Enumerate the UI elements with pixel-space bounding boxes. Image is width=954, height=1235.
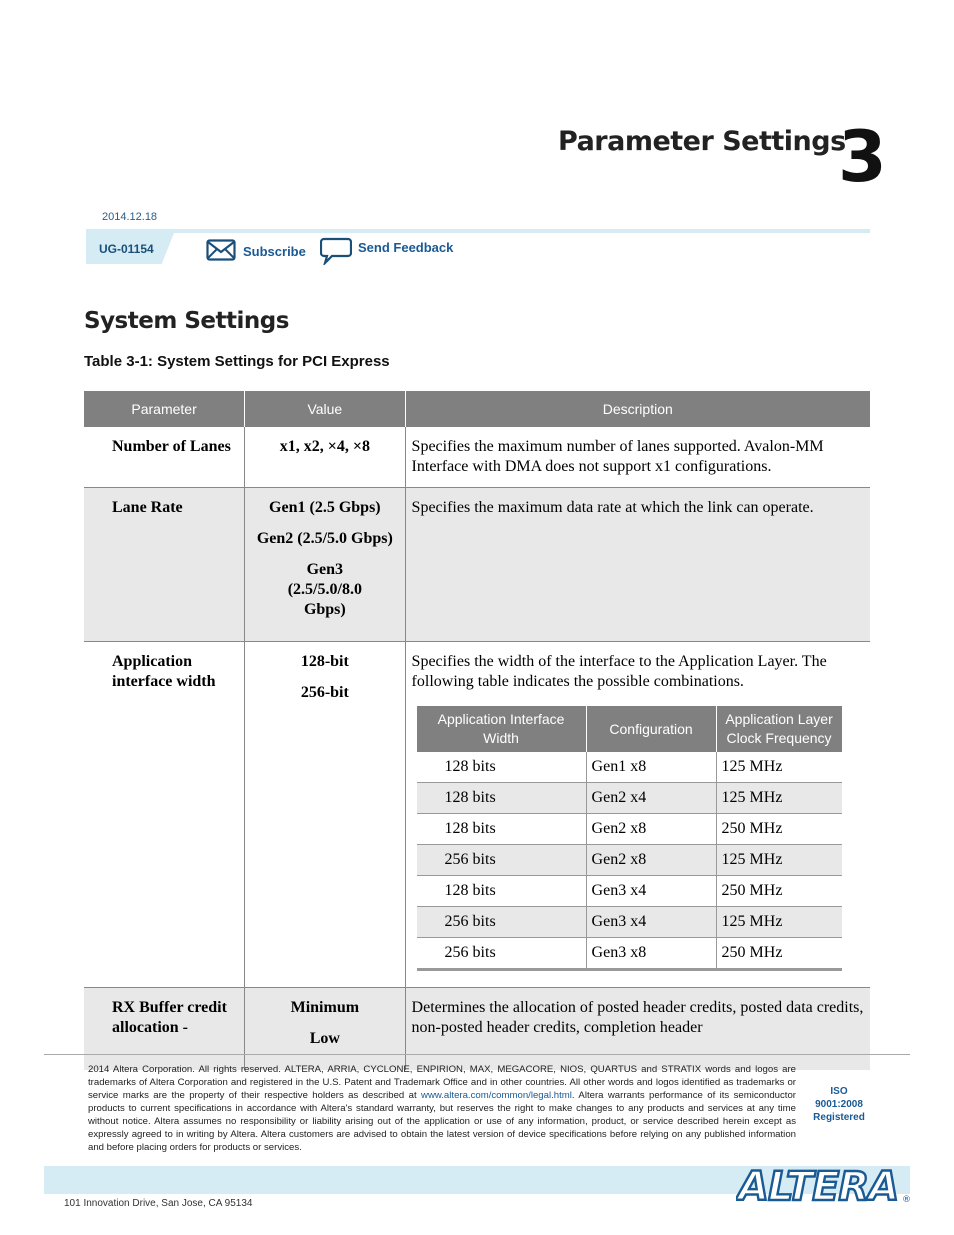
configuration-cell: Gen2 x8 xyxy=(586,814,716,845)
table-row xyxy=(84,427,870,488)
subtable-row xyxy=(417,752,842,783)
interface-width-subtable xyxy=(417,706,842,971)
company-address: 101 Innovation Drive, San Jose, CA 95134 xyxy=(64,1198,253,1209)
parameter-description: Specifies the maximum data rate at which the link can operate. xyxy=(411,499,814,516)
legal-link[interactable]: www.altera.com/common/legal.html xyxy=(421,1090,572,1101)
column-header: Application Layer Clock Frequency xyxy=(716,706,842,752)
frequency-cell: 125 MHz xyxy=(716,783,842,814)
configuration-cell: Gen2 x4 xyxy=(586,783,716,814)
parameter-value: 128-bit xyxy=(300,653,349,670)
configuration-cell: Gen3 x4 xyxy=(586,876,716,907)
publish-date: 2014.12.18 xyxy=(102,211,158,223)
table-row xyxy=(84,988,870,1071)
doc-id: UG-01154 xyxy=(99,242,154,256)
table-header-row xyxy=(84,391,870,427)
subtable-row xyxy=(417,783,842,814)
frequency-cell: 125 MHz xyxy=(716,907,842,938)
width-cell: 256 bits xyxy=(417,938,587,970)
system-settings-table xyxy=(84,391,870,1070)
frequency-cell: 250 MHz xyxy=(716,814,842,845)
column-header: Description xyxy=(405,391,870,427)
parameter-name: RX Buffer credit allocation - xyxy=(112,999,227,1036)
value-cell xyxy=(245,642,405,988)
subtable-row xyxy=(417,845,842,876)
subtable-row xyxy=(417,938,842,970)
legal-text: . Altera warrants performance of its semiconductor products to current specifications in accordance with Altera's standard warranty, but reserves the right to make changes to any products and services at any time without notice. Altera assumes no responsibility or liability arising out of the application or use of any information, product, or service described herein except as expressly agreed to in writing by Altera. Altera customers are advised to obtain the latest version of device specifications before relying on any published information and before placing orders for products or services. xyxy=(88,1090,796,1153)
speech-bubble-icon[interactable] xyxy=(320,237,352,265)
subtable-header-row xyxy=(417,706,842,752)
value-cell xyxy=(245,488,405,642)
table-row xyxy=(84,642,870,988)
parameter-cell xyxy=(84,988,245,1071)
width-cell: 256 bits xyxy=(417,845,587,876)
parameter-name: Application interface width xyxy=(112,653,216,690)
header-band xyxy=(86,229,870,233)
subtable-row xyxy=(417,907,842,938)
value-cell xyxy=(245,427,405,488)
frequency-cell: 250 MHz xyxy=(716,876,842,907)
mail-icon[interactable] xyxy=(206,239,236,261)
altera-logo xyxy=(736,1162,912,1206)
width-cell: 128 bits xyxy=(417,752,587,783)
iso-badge xyxy=(800,1085,878,1124)
parameter-value: 256-bit xyxy=(300,684,349,701)
parameter-cell xyxy=(84,488,245,642)
subtable-row xyxy=(417,876,842,907)
configuration-cell: Gen1 x8 xyxy=(586,752,716,783)
parameter-value: Gen2 (2.5/5.0 Gbps) xyxy=(256,530,393,547)
frequency-cell: 125 MHz xyxy=(716,845,842,876)
parameter-value: Gen3 (2.5/5.0/8.0 Gbps) xyxy=(287,561,362,618)
section-title: System Settings xyxy=(84,308,289,334)
legal-text: 2014 Altera Corporation. All rights reserved. ALTERA, ARRIA, CYCLONE, ENPIRION, MAX, MEGACORE, NIOS, QUARTUS and STRATIX words and logos are trademarks of Altera Corporation and registered in the U.S. Patent and Trademark Office and in other countries. All other words and logos identified as trademarks or service marks are the property of their respective holders as described at xyxy=(88,1064,796,1101)
iso-line: ISO xyxy=(830,1086,848,1097)
table-row xyxy=(84,488,870,642)
parameter-cell xyxy=(84,427,245,488)
parameter-description: Specifies the width of the interface to the Application Layer. The following table indicates the possible combinations. xyxy=(411,653,827,690)
logo-text: ALTERA xyxy=(738,1164,899,1206)
column-header: Configuration xyxy=(586,706,716,752)
value-cell xyxy=(245,988,405,1071)
column-header: Application Interface Width xyxy=(417,706,587,752)
width-cell: 128 bits xyxy=(417,783,587,814)
parameter-name: Number of Lanes xyxy=(112,438,231,455)
configuration-cell: Gen3 x4 xyxy=(586,907,716,938)
footer-divider xyxy=(44,1054,910,1055)
chapter-number: 3 xyxy=(838,116,887,198)
description-cell xyxy=(405,642,870,988)
width-cell: 128 bits xyxy=(417,876,587,907)
width-cell: 128 bits xyxy=(417,814,587,845)
send-feedback-link[interactable]: Send Feedback xyxy=(358,240,454,255)
description-cell xyxy=(405,988,870,1071)
legal-notice xyxy=(88,1063,796,1154)
parameter-description: Determines the allocation of posted header credits, posted data credits, non-posted header credits, completion header xyxy=(411,999,864,1036)
parameter-value: Gen1 (2.5 Gbps) xyxy=(269,499,381,516)
subscribe-link[interactable]: Subscribe xyxy=(243,244,306,259)
parameter-value: x1, x2, ×4, ×8 xyxy=(279,438,370,455)
parameter-value: Low xyxy=(309,1030,340,1047)
configuration-cell: Gen2 x8 xyxy=(586,845,716,876)
parameter-cell xyxy=(84,642,245,988)
iso-line: Registered xyxy=(813,1112,865,1123)
table-caption: Table 3-1: System Settings for PCI Express xyxy=(84,353,390,370)
parameter-value: Minimum xyxy=(290,999,360,1016)
column-header: Value xyxy=(245,391,405,427)
parameter-description: Specifies the maximum number of lanes supported. Avalon-MM Interface with DMA does not support x1 configurations. xyxy=(411,438,824,475)
frequency-cell: 250 MHz xyxy=(716,938,842,970)
subtable-row xyxy=(417,814,842,845)
description-cell xyxy=(405,488,870,642)
frequency-cell: 125 MHz xyxy=(716,752,842,783)
parameter-name: Lane Rate xyxy=(112,499,183,516)
configuration-cell: Gen3 x8 xyxy=(586,938,716,970)
description-cell xyxy=(405,427,870,488)
column-header: Parameter xyxy=(84,391,245,427)
iso-line: 9001:2008 xyxy=(815,1099,863,1110)
width-cell: 256 bits xyxy=(417,907,587,938)
registered-mark: ® xyxy=(902,1195,911,1205)
chapter-title: Parameter Settings xyxy=(558,126,846,157)
